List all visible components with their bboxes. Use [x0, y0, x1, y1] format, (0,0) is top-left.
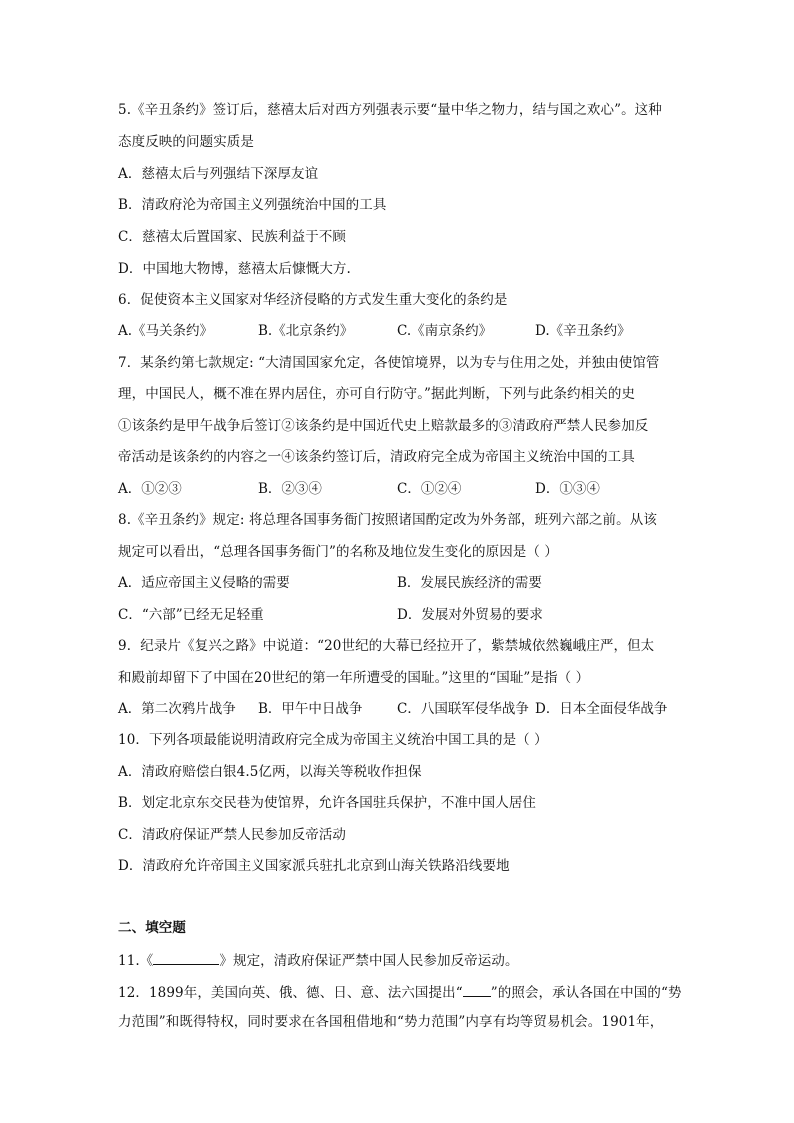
q5-option-b: B．清政府沦为帝国主义列强统治中国的工具 [118, 197, 387, 213]
q7-stem-line3: ①该条约是甲午战争后签订②该条约是中国近代史上赔款最多的③清政府严禁人民参加反 [118, 418, 649, 434]
q7-option-c: C．①②④ [397, 481, 462, 497]
section-heading: 二、填空题 [118, 920, 186, 936]
q8-option-c: C．“六部”已经无足轻重 [118, 607, 264, 623]
q8-option-d: D．发展对外贸易的要求 [397, 607, 543, 623]
q7-option-a: A．①②③ [118, 481, 182, 497]
q8-stem-line2: 规定可以看出，“总理各国事务衙门”的名称及地位发生变化的原因是（ ） [118, 544, 558, 560]
q7-stem-line1: 7．某条约第七款规定: “大清国国家允定，各使馆境界，以为专与住用之处，并独由使馆管 [118, 355, 660, 371]
q12-line2: 力范围”和既得特权，同时要求在各国租借地和“势力范围”内享有均等贸易机会。1901年， [118, 1014, 664, 1030]
q7-stem-line4: 帝活动是该条约的内容之一④该条约签订后，清政府完全成为帝国主义统治中国的工具 [118, 449, 635, 465]
q5-option-d: D．中国地大物博，慈禧太后慷慨大方. [118, 261, 351, 277]
q5-option-a: A．慈禧太后与列强结下深厚友谊 [118, 166, 319, 182]
q5-stem-line2: 态度反映的问题实质是 [118, 134, 254, 150]
q10-option-b: B．划定北京东交民巷为使馆界，允许各国驻兵保护，不准中国人居住 [118, 795, 537, 811]
q11-line [118, 950, 519, 970]
q9-stem-line1: 9．纪录片《复兴之路》中说道：“20世纪的大幕已经拉开了，紫禁城依然巍峨庄严，但太 [118, 638, 655, 654]
q9-option-c: C．八国联军侵华战争 [397, 701, 529, 717]
q9-stem-line2: 和殿前却留下了中国在20世纪的第一年所遭受的国耻。”这里的“国耻”是指（ ） [118, 670, 590, 686]
q7-stem-line2: 理，中国民人，概不准在界内居住，亦可自行防守。”据此判断，下列与此条约相关的史 [118, 386, 636, 402]
q5-option-c: C．慈禧太后置国家、民族利益于不顾 [118, 229, 347, 245]
q6-option-c: C.《南京条约》 [397, 323, 493, 339]
q10-stem: 10．下列各项最能说明清政府完全成为帝国主义统治中国工具的是（ ） [118, 732, 548, 748]
q6-option-b: B.《北京条约》 [258, 323, 354, 339]
q6-option-a: A.《马关条约》 [118, 323, 214, 339]
q12-answer-blank[interactable] [463, 982, 491, 997]
q10-option-a: A．清政府赔偿白银4.5亿两，以海关等税收作担保 [118, 764, 422, 780]
q12-line1 [118, 982, 682, 1002]
q11-answer-blank[interactable] [153, 950, 219, 965]
q6-option-d: D.《辛丑条约》 [535, 323, 631, 339]
q9-option-a: A．第二次鸦片战争 [118, 701, 236, 717]
q9-option-b: B．甲午中日战争 [258, 701, 363, 717]
q11-suffix: 》规定，清政府保证严禁中国人民参加反帝运动。 [219, 953, 519, 969]
q12-suffix: ”的照会，承认各国在中国的“势 [490, 985, 682, 1001]
q8-option-b: B．发展民族经济的需要 [397, 575, 542, 591]
q8-option-a: A．适应帝国主义侵略的需要 [118, 575, 290, 591]
q9-option-d: D．日本全面侵华战争 [535, 701, 668, 717]
q7-option-b: B．②③④ [258, 481, 322, 497]
q10-option-d: D．清政府允许帝国主义国家派兵驻扎北京到山海关铁路沿线要地 [118, 858, 510, 874]
q7-option-d: D．①③④ [535, 481, 600, 497]
q11-prefix: 11.《 [118, 953, 154, 969]
q10-option-c: C．清政府保证严禁人民参加反帝活动 [118, 827, 347, 843]
q5-stem-line1: 5.《辛丑条约》签订后，慈禧太后对西方列强表示要“量中华之物力，结与国之欢心”。这种 [118, 102, 662, 118]
q8-stem-line1: 8.《辛丑条约》规定: 将总理各国事务衙门按照诸国酌定改为外务部，班列六部之前。从该 [118, 512, 657, 528]
q12-prefix: 12．1899年，美国向英、俄、德、日、意、法六国提出“ [118, 985, 463, 1001]
q6-stem: 6．促使资本主义国家对华经济侵略的方式发生重大变化的条约是 [118, 292, 508, 308]
